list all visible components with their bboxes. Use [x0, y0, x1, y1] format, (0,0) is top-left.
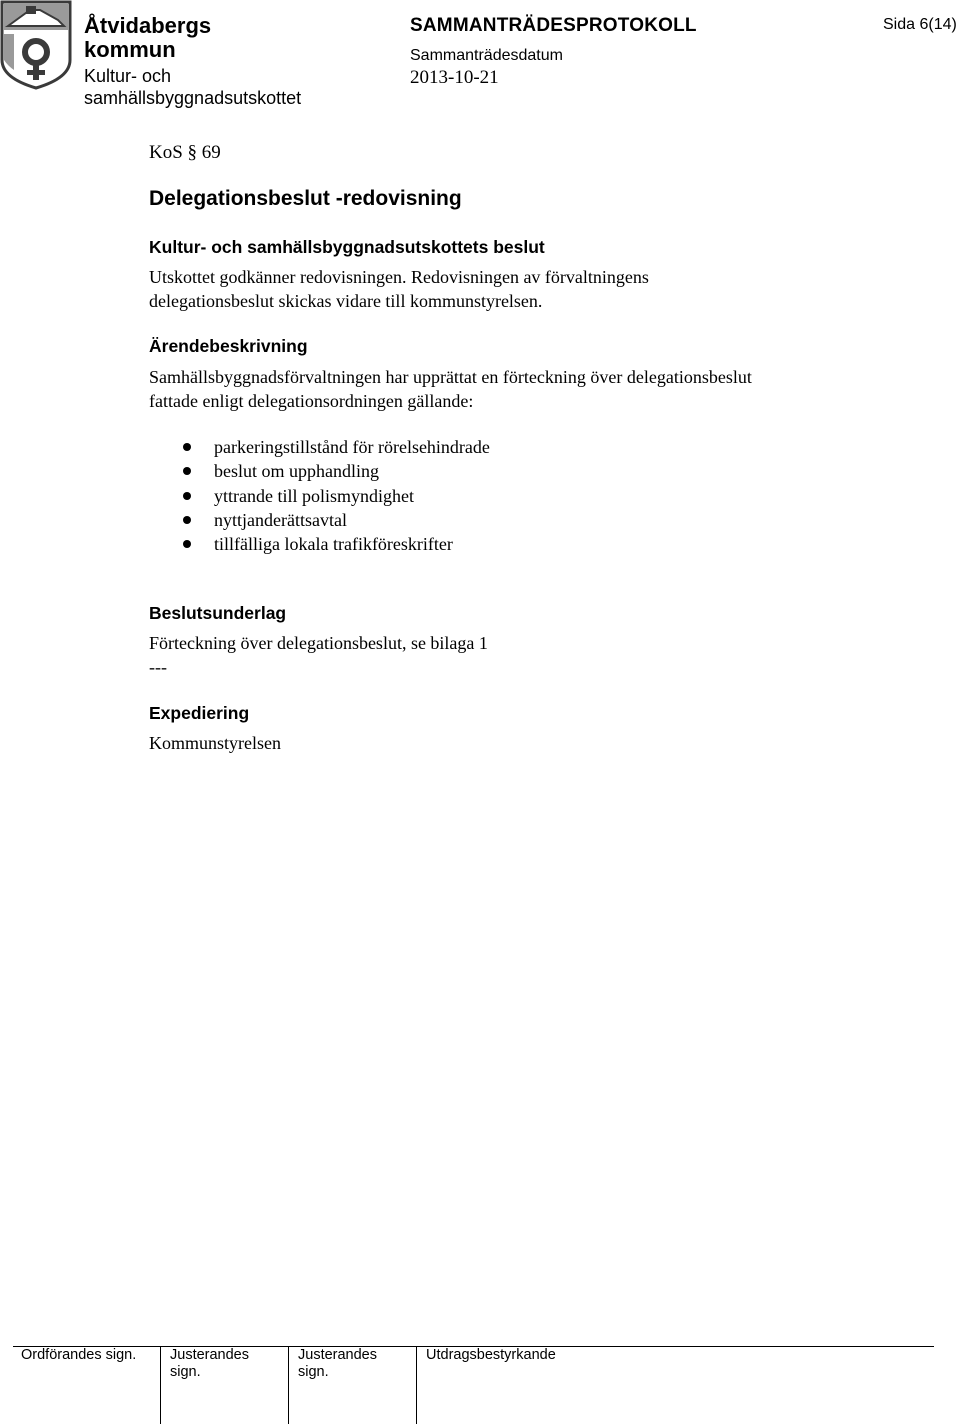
distribution-heading: Expediering: [149, 703, 250, 723]
list-item-text: parkeringstillstånd för rörelsehindrade: [214, 437, 490, 457]
bullet-icon: [183, 516, 191, 524]
bullet-icon: [183, 467, 191, 475]
committee-name: [84, 65, 301, 109]
adjuster1-label-line1: Justerandes: [170, 1347, 249, 1363]
committee-name-line1: Kultur- och: [84, 66, 172, 86]
adjuster1-signature-label: [170, 1347, 249, 1381]
description-text-line2: fattade enligt delegationsordningen gällande:: [149, 391, 474, 411]
adjuster1-label-line2: sign.: [170, 1364, 201, 1380]
chair-signature-label: Ordförandes sign.: [21, 1347, 137, 1363]
separator-text: ---: [149, 657, 167, 677]
committee-name-line2: samhällsbyggnadsutskottet: [84, 88, 302, 108]
bullet-icon: [183, 492, 191, 500]
signature-divider: [416, 1346, 417, 1424]
page-number: Sida 6(14): [883, 16, 957, 33]
document-title: SAMMANTRÄDESPROTOKOLL: [410, 15, 697, 36]
meeting-date-label: Sammanträdesdatum: [410, 47, 563, 64]
list-item: [183, 508, 490, 532]
list-item: [183, 459, 490, 483]
list-item: [183, 532, 490, 556]
municipality-name-line2: kommun: [84, 37, 176, 62]
list-item-text: nyttjanderättsavtal: [214, 509, 347, 530]
adjuster2-label-line1: Justerandes: [298, 1347, 377, 1363]
municipality-name: [84, 14, 211, 62]
delegation-list: [183, 435, 490, 556]
basis-heading: Beslutsunderlag: [149, 603, 287, 623]
certifier-label: Utdragsbestyrkande: [426, 1347, 556, 1363]
signature-divider: [288, 1346, 289, 1424]
meeting-date: 2013-10-21: [410, 67, 499, 88]
signature-divider: [160, 1346, 161, 1424]
section-reference: KoS § 69: [149, 142, 221, 163]
municipality-name-line1: Åtvidabergs: [84, 13, 212, 38]
description-heading: Ärendebeskrivning: [149, 336, 308, 356]
decision-text-line2: delegationsbeslut skickas vidare till kommunstyrelsen.: [149, 291, 543, 311]
page-title: Delegationsbeslut -redovisning: [149, 187, 462, 210]
description-text: [149, 365, 869, 413]
bullet-icon: [183, 443, 191, 451]
decision-text-line1: Utskottet godkänner redovisningen. Redovisningen av förvaltningens: [149, 267, 649, 287]
adjuster2-label-line2: sign.: [298, 1364, 329, 1380]
list-item: [183, 484, 490, 508]
municipality-coat-of-arms: [0, 0, 72, 90]
list-item-text: beslut om upphandling: [214, 461, 379, 482]
adjuster2-signature-label: [298, 1347, 377, 1381]
list-item: [183, 435, 490, 459]
basis-text: Förteckning över delegationsbeslut, se bilaga 1: [149, 633, 488, 653]
list-item-text: tillfälliga lokala trafikföreskrifter: [214, 534, 453, 555]
description-text-line1: Samhällsbyggnadsförvaltningen har upprättat en förteckning över delegationsbeslut: [149, 367, 752, 387]
decision-text: [149, 265, 849, 313]
decision-heading: Kultur- och samhällsbyggnadsutskottets beslut: [149, 237, 545, 257]
distribution-text: Kommunstyrelsen: [149, 733, 281, 753]
list-item-text: yttrande till polismyndighet: [214, 485, 414, 506]
bullet-icon: [183, 540, 191, 548]
